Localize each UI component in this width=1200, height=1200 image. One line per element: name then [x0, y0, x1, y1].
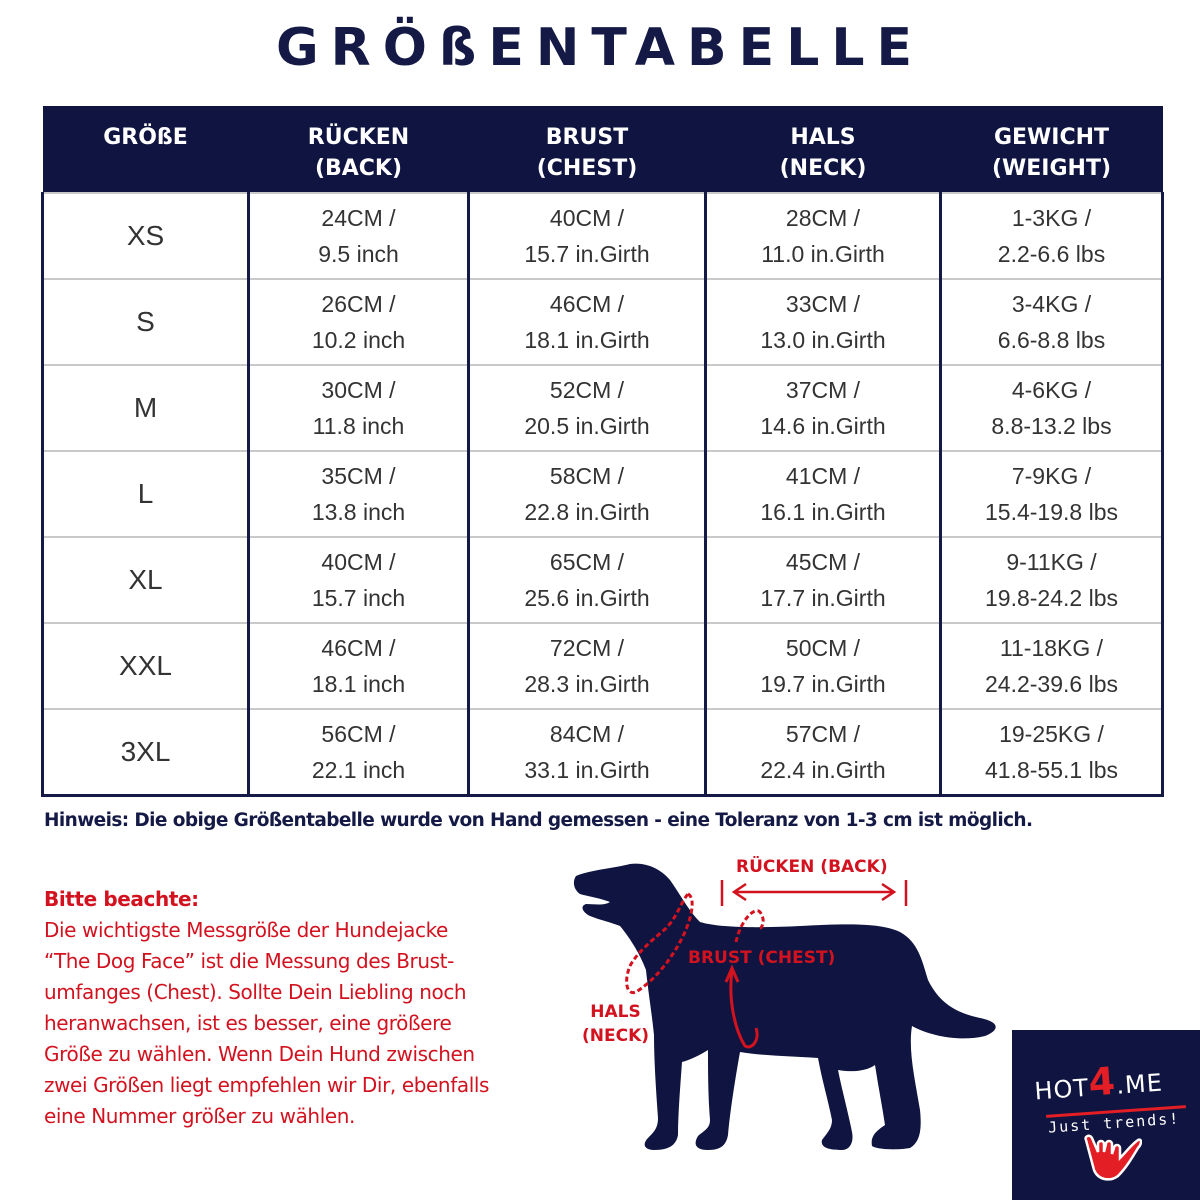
sizing-note: [44, 884, 554, 1132]
table-row: [43, 537, 1163, 623]
table-header-row: [43, 106, 1163, 193]
weight-cell: 7-9KG / 15.4-19.8 lbs: [941, 451, 1163, 537]
weight-cell: 4-6KG / 8.8-13.2 lbs: [941, 365, 1163, 451]
shaka-hand-icon: [1082, 1130, 1142, 1182]
size-cell: XS: [43, 193, 249, 279]
neck-cell: 57CM / 22.4 in.Girth: [706, 709, 941, 795]
back-cell: 40CM / 15.7 inch: [249, 537, 469, 623]
chest-cell: 40CM / 15.7 in.Girth: [469, 193, 706, 279]
chest-label: BRUST (CHEST): [688, 948, 836, 968]
dog-measurement-diagram: [560, 850, 1000, 1190]
neck-cell: 28CM / 11.0 in.Girth: [706, 193, 941, 279]
page-title: GRÖßENTABELLE: [276, 18, 924, 78]
back-cell: 56CM / 22.1 inch: [249, 709, 469, 795]
table-row: [43, 193, 1163, 279]
neck-cell: 50CM / 19.7 in.Girth: [706, 623, 941, 709]
brand-name: HOT4.ME: [1033, 1058, 1164, 1106]
chest-cell: 65CM / 25.6 in.Girth: [469, 537, 706, 623]
weight-cell: 19-25KG / 41.8-55.1 lbs: [941, 709, 1163, 795]
note-title: Bitte beachte:: [44, 887, 199, 911]
table-row: [43, 279, 1163, 365]
header-size: GRÖßE: [43, 106, 249, 193]
back-cell: 24CM / 9.5 inch: [249, 193, 469, 279]
neck-cell: 33CM / 13.0 in.Girth: [706, 279, 941, 365]
size-table: [41, 106, 1164, 797]
chest-cell: 58CM / 22.8 in.Girth: [469, 451, 706, 537]
neck-cell: 37CM / 14.6 in.Girth: [706, 365, 941, 451]
note-line: heranwachsen, ist es besser, eine größere: [44, 1011, 452, 1035]
table-row: [43, 365, 1163, 451]
weight-cell: 1-3KG / 2.2-6.6 lbs: [941, 193, 1163, 279]
size-cell: XXL: [43, 623, 249, 709]
table-row: [43, 451, 1163, 537]
measurement-hint: Hinweis: Die obige Größentabelle wurde von Hand gemessen - eine Toleranz von 1-3 cm ist möglich.: [44, 810, 1033, 831]
note-line: zwei Größen liegt empfehlen wir Dir, ebenfalls: [44, 1073, 490, 1097]
back-cell: 26CM / 10.2 inch: [249, 279, 469, 365]
back-cell: 35CM / 13.8 inch: [249, 451, 469, 537]
table-row: [43, 623, 1163, 709]
note-line: eine Nummer größer zu wählen.: [44, 1104, 355, 1128]
header-back: RÜCKEN (BACK): [249, 106, 469, 193]
size-cell: M: [43, 365, 249, 451]
table-row: [43, 709, 1163, 795]
neck-cell: 41CM / 16.1 in.Girth: [706, 451, 941, 537]
brand-logo: [1012, 1030, 1200, 1200]
chest-cell: 72CM / 28.3 in.Girth: [469, 623, 706, 709]
size-cell: L: [43, 451, 249, 537]
note-line: “The Dog Face” ist die Messung des Brust-: [44, 949, 454, 973]
back-cell: 46CM / 18.1 inch: [249, 623, 469, 709]
header-chest: BRUST (CHEST): [469, 106, 706, 193]
header-neck: HALS (NECK): [706, 106, 941, 193]
neck-cell: 45CM / 17.7 in.Girth: [706, 537, 941, 623]
chest-cell: 46CM / 18.1 in.Girth: [469, 279, 706, 365]
header-weight: GEWICHT (WEIGHT): [941, 106, 1163, 193]
note-line: Die wichtigste Messgröße der Hundejacke: [44, 918, 448, 942]
weight-cell: 11-18KG / 24.2-39.6 lbs: [941, 623, 1163, 709]
size-cell: 3XL: [43, 709, 249, 795]
weight-cell: 3-4KG / 6.6-8.8 lbs: [941, 279, 1163, 365]
size-cell: S: [43, 279, 249, 365]
neck-label: HALS (NECK): [582, 1002, 650, 1046]
note-line: umfanges (Chest). Sollte Dein Liebling noch: [44, 980, 467, 1004]
chest-cell: 52CM / 20.5 in.Girth: [469, 365, 706, 451]
chest-cell: 84CM / 33.1 in.Girth: [469, 709, 706, 795]
back-label: RÜCKEN (BACK): [736, 857, 888, 877]
weight-cell: 9-11KG / 19.8-24.2 lbs: [941, 537, 1163, 623]
size-cell: XL: [43, 537, 249, 623]
brand-tagline: Just trends!: [1047, 1109, 1181, 1137]
note-line: Größe zu wählen. Wenn Dein Hund zwischen: [44, 1042, 475, 1066]
back-cell: 30CM / 11.8 inch: [249, 365, 469, 451]
